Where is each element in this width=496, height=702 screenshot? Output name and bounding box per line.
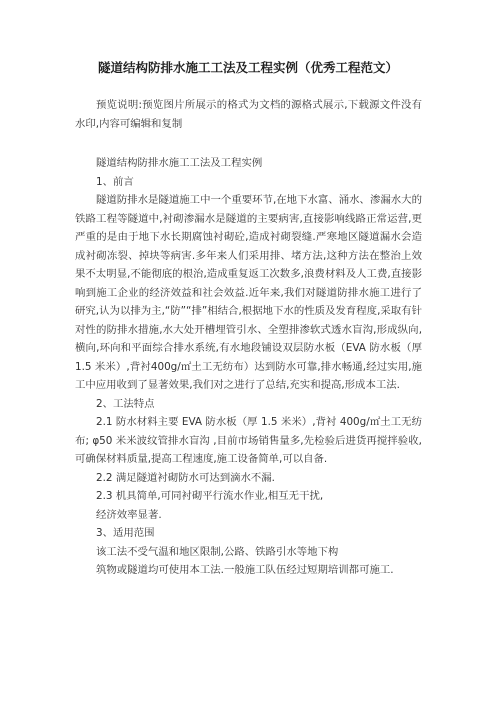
document-title: 隧道结构防排水施工工法及工程实例（优秀工程范文） [97,60,398,75]
document-body [75,96,422,580]
scope-line-2: 筑物或隧道均可使用本工法.一般施工队伍经过短期培训都可施工. [96,564,394,576]
feature-2-3: 2.3 机具简单,可同衬砌平行流水作业,相互无干扰, [96,490,324,502]
preview-note: 预览说明:预览图片所展示的格式为文档的源格式展示,下载源文件没有水印,内容可编辑和复制 [75,99,422,130]
section-heading: 隧道结构防排水施工工法及工程实例 [96,157,263,169]
feature-2-3-cont: 经济效率显著. [96,508,162,521]
heading-preface: 1、前言 [96,175,134,188]
preface-paragraph: 隧道防排水是隧道施工中一个重要环节,在地下水富、涌水、渗漏水大的铁路工程等隧道中,衬砌渗漏水是隧道的主要病害,直接影响线路正常运营,更严重的是由于地下水长期腐蚀衬砌砼,造成衬砌裂缝.严寒地区隧道漏水会造成衬砌冻裂、掉块等病害.多年来人们采用排、堵方法,这种方法在整治上效果不太明显,不能彻底的根治,造成重复返工次数多,浪费材料及人工费,直接影响到施工企业的经济效益和社会效益.近年来,我们对隧道防排水施工进行了研究,认为以排为主,“防”“排”相结合,根据地下水的性质及发育程度,采取有针对性的防排水措施,水大处开槽埋管引水、全塑排渗软式透水盲沟,形成纵向,横向,环向和平面综合排水系统,有水地段铺设双层防水板（EVA 防水板（厚 1.5 米米）,背衬400g/㎡土工无纺布）达到防水可靠,排水畅通,经过实用,施工中应用收到了显著效果,我们对之进行了总结,充实和提高,形成本工法. [75,194,422,391]
heading-scope: 3、适用范围 [96,527,155,539]
heading-features: 2、工法特点 [96,397,155,410]
feature-2-1: 2.1 防水材料主要 EVA 防水板（厚 1.5 米米）,背衬 400g/㎡土工无纺布; φ50 米米波纹管排水盲沟 ,目前市场销售量多,先检验后进货再搅拌验收,可确保材料质量,提高工程速度,施工设备简单,可以自备. [75,416,422,465]
feature-2-2: 2.2 满足隧道衬砌防水可达到滴水不漏. [96,471,275,484]
scope-line-1: 该工法不受气温和地区限制,公路、铁路引水等地下构 [96,545,339,558]
